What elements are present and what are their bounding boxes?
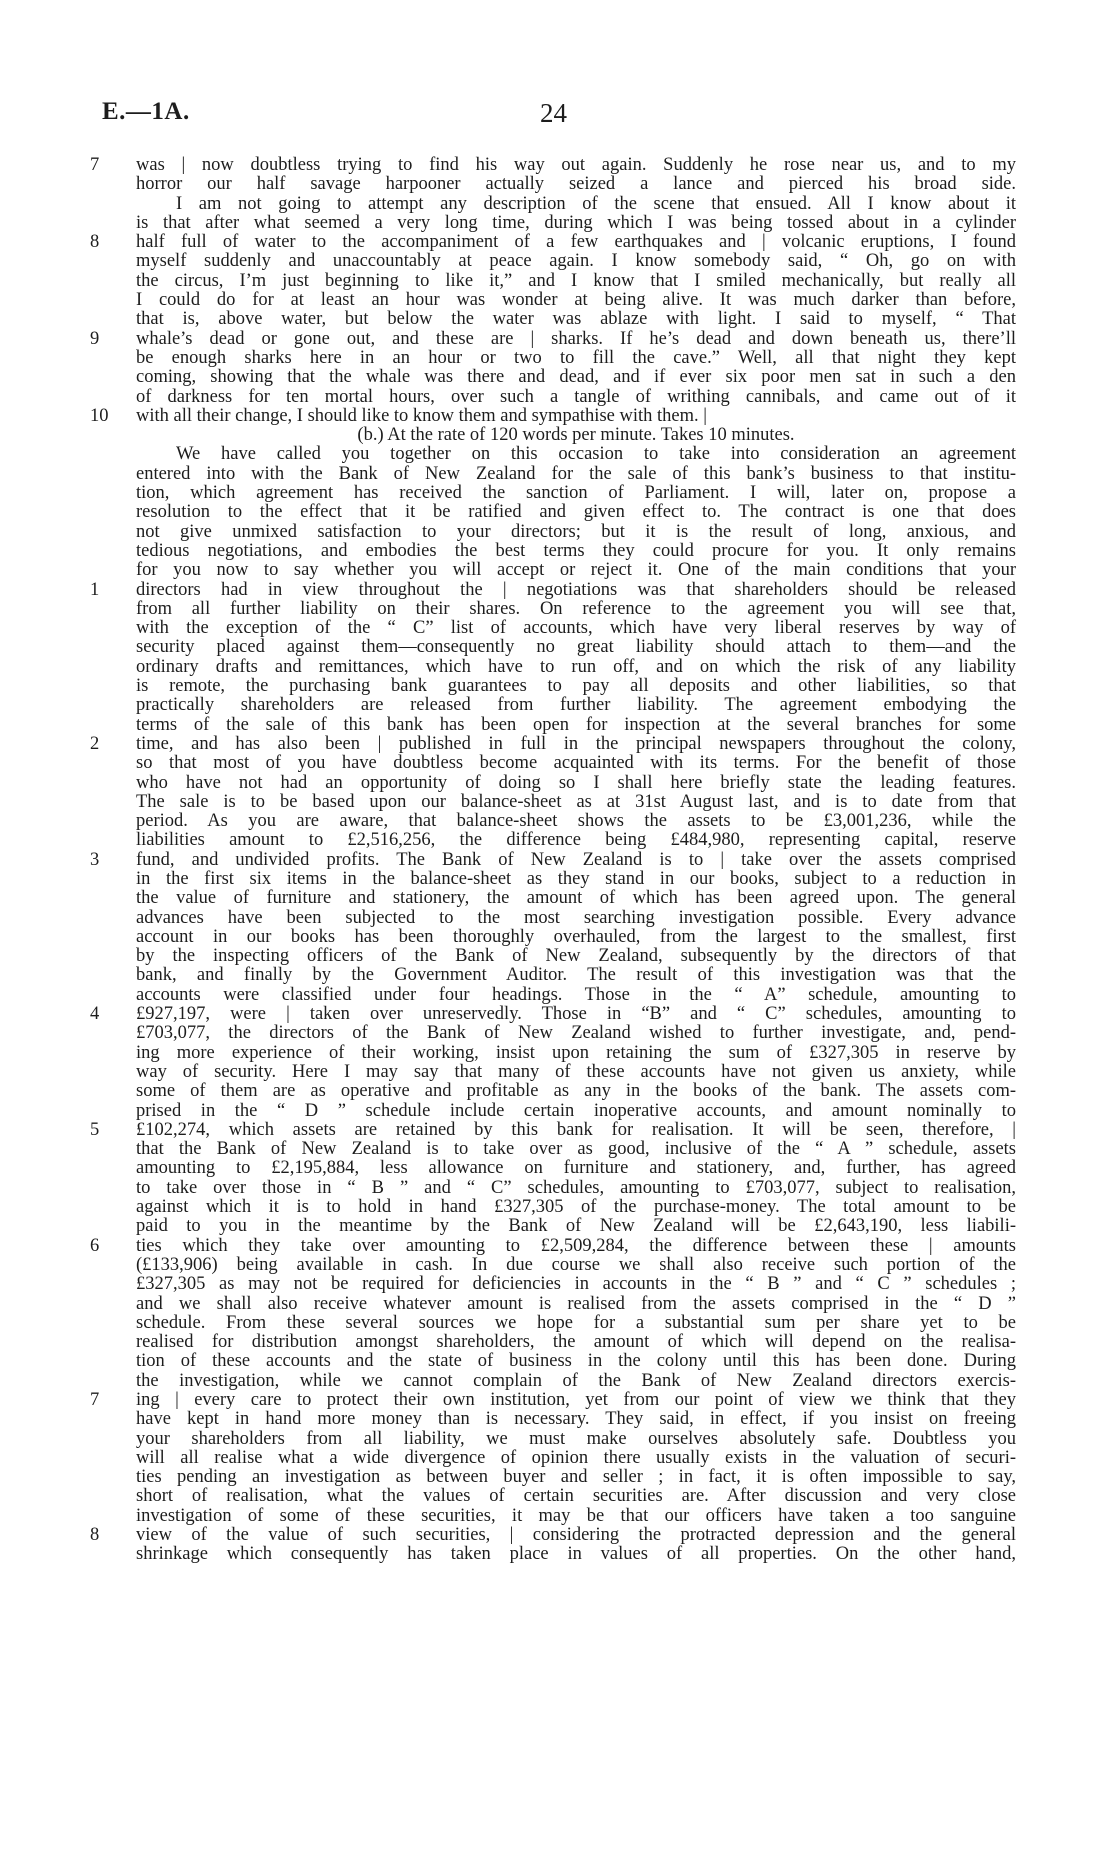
line-text: the value of furniture and stationery, the amount of which has been agreed upon. The general xyxy=(136,888,1016,909)
line-text: (£133,906) being available in cash. In due course we shall also receive such portion of the xyxy=(136,1254,1016,1275)
line-text: from all further liability on their shares. On reference to the agreement you will see that, xyxy=(136,598,1016,619)
text-line xyxy=(136,889,1016,908)
text-line xyxy=(136,291,1016,310)
text-line xyxy=(136,966,1016,985)
line-text: short of realisation, what the values of certain securities are. After discussion and very close xyxy=(136,1486,1016,1507)
line-text: The sale is to be based upon our balance-sheet as at 31st August last, and is to date from that xyxy=(136,791,1016,812)
line-text: is remote, the purchasing bank guarantees to pay all deposits and other liabilities, so that xyxy=(136,676,1016,697)
margin-marker: 1 xyxy=(90,579,100,600)
text-line xyxy=(136,1352,1016,1371)
line-text: directors had in view throughout the | negotiations was that shareholders should be released xyxy=(136,579,1016,600)
line-text: time, and has also been | published in full in the principal newspapers throughout the colony, xyxy=(136,733,1016,754)
text-line xyxy=(136,870,1016,889)
text-line xyxy=(136,1295,1016,1314)
text-line xyxy=(136,638,1016,657)
text-line xyxy=(136,1430,1016,1449)
text-line xyxy=(136,909,1016,928)
text-line xyxy=(90,1119,1016,1140)
text-line xyxy=(90,1525,1016,1546)
text-line xyxy=(136,465,1016,484)
margin-marker: 7 xyxy=(90,1390,100,1410)
text-line xyxy=(136,928,1016,947)
line-text: with all their change, I should like to know them and sympathise with them. | xyxy=(136,405,707,426)
text-line xyxy=(136,561,1016,580)
text-line xyxy=(136,831,1016,850)
line-text: I could do for at least an hour was wonder at being alive. It was much darker than before, xyxy=(136,290,1016,311)
line-text: tion of these accounts and the state of business in the colony until this has been done. During xyxy=(136,1351,1016,1372)
text-line xyxy=(136,175,1016,194)
line-text: ordinary drafts and remittances, which have to run off, and on which the risk of any liability xyxy=(136,656,1016,677)
text-line xyxy=(90,849,1016,870)
margin-marker: 10 xyxy=(90,405,109,426)
line-text: some of them are as operative and profitable as any in the books of the bank. The assets com- xyxy=(136,1081,1016,1102)
line-text: coming, showing that the whale was there and dead, and if ever six poor men sat in such a den xyxy=(136,367,1016,388)
text-line xyxy=(136,1333,1016,1352)
text-line xyxy=(136,793,1016,812)
line-text: the investigation, while we cannot complain of the Bank of New Zealand directors exercis- xyxy=(136,1370,1016,1391)
line-text: of darkness for ten mortal hours, over such a tangle of writhing cannibals, and came out of it xyxy=(136,386,1016,407)
line-text: practically shareholders are released from further liability. The agreement embodying the xyxy=(136,695,1016,716)
text-line xyxy=(136,754,1016,773)
text-line xyxy=(136,1275,1016,1294)
line-text: security placed against them—consequently no great liability should attach to them—and the xyxy=(136,637,1016,658)
line-text: investigation of some of these securities, it may be that our officers have taken a too sanguine xyxy=(136,1505,1016,1526)
line-text: have kept in hand more money than is necessary. They said, in effect, if you insist on freeing xyxy=(136,1409,1016,1430)
text-line xyxy=(136,1217,1016,1236)
line-text: terms of the sale of this bank has been open for inspection at the several branches for some xyxy=(136,714,1016,735)
line-text: will all realise what a wide divergence of opinion there usually exists in the valuation of securi- xyxy=(136,1447,1016,1468)
text-line xyxy=(136,1468,1016,1487)
line-text: £102,274, which assets are retained by this bank for realisation. It will be seen, therefore, | xyxy=(136,1119,1016,1140)
text-line xyxy=(136,1372,1016,1391)
line-text: paid to you in the meantime by the Bank of New Zealand will be £2,643,190, less liabili- xyxy=(136,1216,1016,1237)
text-line xyxy=(90,155,1016,175)
line-text: realised for distribution amongst shareholders, the amount of which will depend on the realisa- xyxy=(136,1332,1016,1353)
line-text: schedule. From these several sources we hope for a substantial sum per share yet to be xyxy=(136,1312,1016,1333)
document-reference: E.—1A. xyxy=(102,98,190,125)
line-text: so that most of you have doubtless become acquainted with its terms. For the benefit of those xyxy=(136,753,1016,774)
text-line xyxy=(136,503,1016,522)
line-text: ing more experience of their working, insist upon retaining the sum of £327,305 in reserve by xyxy=(136,1042,1016,1063)
margin-marker: 3 xyxy=(90,849,100,870)
text-line xyxy=(136,986,1016,1005)
text-line xyxy=(90,232,1016,253)
line-text: was | now doubtless trying to find his way out again. Suddenly he rose near us, and to my xyxy=(136,155,1016,175)
text-line xyxy=(136,388,1016,407)
line-text: against which it is to hold in hand £327,305 of the purchase-money. The total amount to be xyxy=(136,1197,1016,1218)
text-line xyxy=(136,1314,1016,1333)
line-text: accounts were classified under four headings. Those in the “ A” schedule, amounting to xyxy=(136,984,1016,1005)
margin-marker: 5 xyxy=(90,1119,100,1140)
text-line xyxy=(136,812,1016,831)
line-text: view of the value of such securities, | considering the protracted depression and the general xyxy=(136,1525,1016,1546)
text-line xyxy=(90,1235,1016,1256)
text-line xyxy=(90,405,1016,426)
text-line xyxy=(136,445,1016,464)
text-line xyxy=(136,1063,1016,1082)
line-text: period. As you are aware, that balance-sheet shows the assets to be £3,001,236, while the xyxy=(136,811,1016,832)
text-line xyxy=(136,1507,1016,1526)
line-text: the circus, I’m just beginning to like it,” and I know that I smiled mechanically, but really all xyxy=(136,270,1016,291)
line-text: horror our half savage harpooner actually seized a lance and pierced his broad side. xyxy=(136,174,1016,195)
line-text: with the exception of the “ C” list of accounts, which have very liberal reserves by way of xyxy=(136,618,1016,639)
text-line xyxy=(136,426,1016,445)
text-line xyxy=(136,1449,1016,1468)
text-line xyxy=(136,1159,1016,1178)
margin-marker: 2 xyxy=(90,733,100,754)
line-text: bank, and finally by the Government Auditor. The result of this investigation was that the xyxy=(136,965,1016,986)
line-text: is that after what seemed a very long time, during which I was being tossed about in a cylinder xyxy=(136,212,1016,233)
text-line xyxy=(136,214,1016,233)
text-line xyxy=(90,733,1016,754)
margin-marker: 4 xyxy=(90,1004,100,1025)
text-line xyxy=(136,1082,1016,1101)
text-line xyxy=(136,1256,1016,1275)
text-line xyxy=(136,1545,1016,1564)
line-text: £703,077, the directors of the Bank of New Zealand wished to further investigate, and, pend- xyxy=(136,1023,1016,1044)
margin-marker: 8 xyxy=(90,232,100,253)
line-text: shrinkage which consequently has taken place in values of all properties. On the other hand, xyxy=(136,1544,1016,1565)
margin-marker: 8 xyxy=(90,1525,100,1546)
page-number: 24 xyxy=(540,98,567,128)
line-text: that the Bank of New Zealand is to take over as good, inclusive of the “ A ” schedule, assets xyxy=(136,1139,1016,1160)
text-line xyxy=(136,677,1016,696)
line-text: half full of water to the accompaniment of a few earthquakes and | volcanic eruptions, I found xyxy=(136,232,1016,253)
text-line xyxy=(136,1410,1016,1429)
line-text: account in our books has been thoroughly overhauled, from the largest to the smallest, first xyxy=(136,926,1016,947)
line-text: We have called you together on this occasion to take into consideration an agreement xyxy=(176,444,1016,465)
text-line xyxy=(136,349,1016,368)
line-text: way of security. Here I may say that many of these accounts have not given us anxiety, while xyxy=(136,1061,1016,1082)
line-text: resolution to the effect that it be ratified and given effect to. The contract is one that does xyxy=(136,502,1016,523)
text-line xyxy=(136,619,1016,638)
line-text: whale’s dead or gone out, and these are | sharks. If he’s dead and down beneath us, there’ll xyxy=(136,328,1016,349)
line-text: £927,197, were | taken over unreservedly. Those in “B” and “ C” schedules, amounting to xyxy=(136,1004,1016,1025)
line-text: ing | every care to protect their own institution, yet from our point of view we think that they xyxy=(136,1390,1016,1410)
text-line xyxy=(136,1487,1016,1506)
line-text: entered into with the Bank of New Zealand for the sale of this bank’s business to that institu- xyxy=(136,463,1016,484)
text-line xyxy=(136,195,1016,214)
margin-marker: 6 xyxy=(90,1235,100,1256)
line-text: be enough sharks here in an hour or two to fill the cave.” Well, all that night they kept xyxy=(136,347,1016,368)
line-text: and we shall also receive whatever amount is realised from the assets comprised in the “ D ” xyxy=(136,1293,1016,1314)
text-line xyxy=(136,716,1016,735)
line-text: ties which they take over amounting to £2,509,284, the difference between these | amounts xyxy=(136,1235,1016,1256)
line-text: not give unmixed satisfaction to your directors; but it is the result of long, anxious, and xyxy=(136,521,1016,542)
line-text: (b.) At the rate of 120 words per minute. Takes 10 minutes. xyxy=(357,425,795,446)
text-line xyxy=(136,1198,1016,1217)
text-line xyxy=(90,1390,1016,1410)
text-line xyxy=(136,947,1016,966)
text-line xyxy=(90,328,1016,349)
text-line xyxy=(90,579,1016,600)
text-line xyxy=(136,600,1016,619)
text-line xyxy=(136,1179,1016,1198)
text-line xyxy=(136,1140,1016,1159)
margin-marker: 9 xyxy=(90,328,100,349)
text-line xyxy=(136,1024,1016,1043)
text-line xyxy=(90,1004,1016,1025)
line-text: by the inspecting officers of the Bank of New Zealand, subsequently by the directors of that xyxy=(136,946,1016,967)
line-text: your shareholders from all liability, we must make ourselves absolutely safe. Doubtless you xyxy=(136,1428,1016,1449)
text-line xyxy=(136,542,1016,561)
line-text: ties pending an investigation as between buyer and seller ; in fact, it is often impossible to say, xyxy=(136,1467,1016,1488)
text-line xyxy=(136,523,1016,542)
text-line xyxy=(136,696,1016,715)
line-text: liabilities amount to £2,516,256, the difference being £484,980, representing capital, reserve xyxy=(136,830,1016,851)
line-text: prised in the “ D ” schedule include certain inoperative accounts, and amount nominally to xyxy=(136,1100,1016,1121)
text-line xyxy=(136,658,1016,677)
text-line xyxy=(136,272,1016,291)
text-line xyxy=(136,1102,1016,1121)
line-text: who have not had an opportunity of doing so I shall here briefly state the leading features. xyxy=(136,772,1016,793)
line-text: in the first six items in the balance-sheet as they stand in our books, subject to a reduction in xyxy=(136,868,1016,889)
text-line xyxy=(136,1044,1016,1063)
body-text xyxy=(90,155,1016,1565)
line-text: advances have been subjected to the most searching investigation possible. Every advance xyxy=(136,907,1016,928)
line-text: tion, which agreement has received the sanction of Parliament. I will, later on, propose a xyxy=(136,483,1016,504)
line-text: fund, and undivided profits. The Bank of New Zealand is to | take over the assets comprised xyxy=(136,849,1016,870)
text-line xyxy=(136,774,1016,793)
text-line xyxy=(136,252,1016,271)
text-line xyxy=(136,310,1016,329)
line-text: to take over those in “ B ” and “ C” schedules, amounting to £703,077, subject to realisation, xyxy=(136,1177,1016,1198)
line-text: for you now to say whether you will accept or reject it. One of the main conditions that your xyxy=(136,560,1016,581)
line-text: tedious negotiations, and embodies the best terms they could procure for you. It only remains xyxy=(136,540,1016,561)
line-text: I am not going to attempt any description of the scene that ensued. All I know about it xyxy=(176,193,1016,214)
text-line xyxy=(136,368,1016,387)
line-text: amounting to £2,195,884, less allowance on furniture and stationery, and, further, has agreed xyxy=(136,1158,1016,1179)
margin-marker: 7 xyxy=(90,155,100,175)
line-text: £327,305 as may not be required for deficiencies in accounts in the “ B ” and “ C ” schedules ; xyxy=(136,1274,1016,1295)
text-line xyxy=(136,484,1016,503)
line-text: that is, above water, but below the water was ablaze with light. I said to myself, “ That xyxy=(136,309,1016,330)
line-text: myself suddenly and unaccountably at peace again. I know somebody said, “ Oh, go on with xyxy=(136,251,1016,272)
